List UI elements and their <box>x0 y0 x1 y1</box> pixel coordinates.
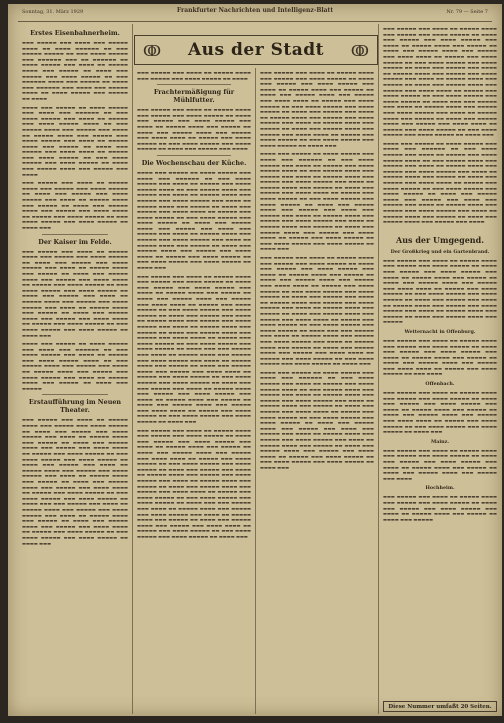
column-1: Erstes Eisenbahnerheim. ▬▬▬ ▬▬▬▬▬ ▬▬▬ ▬▬▬▬ ▬▬▬ ▬▬▬▬▬ ▬▬▬▬ ▬▬ ▬▬▬▬ ▬▬▬▬▬▬ ▬▬ ▬▬▬ ▬▬▬▬▬ ▬▬▬▬▬ ▬▬ ▬▬▬ ▬▬▬▬ ▬▬▬▬▬ ▬▬▬ ▬▬▬▬▬▬ ▬▬▬ ▬▬ ▬▬▬▬▬▬ ▬▬ ▬▬▬▬ ▬▬▬▬▬ ▬▬▬ ▬▬▬▬ ▬▬ ▬▬▬▬▬ ▬▬▬▬ ▬▬▬ ▬▬▬▬▬ ▬▬ ▬▬▬▬ ▬▬▬ ▬▬▬▬▬ ▬▬▬ ▬▬▬▬ ▬▬▬▬▬ ▬▬ ▬▬▬ ▬▬▬▬▬▬ ▬▬▬▬ ▬▬▬ ▬▬▬▬▬ ▬▬ ▬▬▬▬ ▬▬▬ ▬▬▬▬▬▬ ▬▬▬ ▬▬▬▬ ▬▬▬ ▬▬▬▬▬ ▬▬▬▬ ▬▬ ▬▬▬▬ ▬▬▬▬▬ ▬▬▬ ▬▬▬▬▬ ▬▬ ▬▬▬▬ ▬▬▬▬ ▬▬▬ ▬▬▬▬▬ ▬▬ ▬▬▬▬ ▬▬▬▬▬ ▬▬▬ ▬▬▬▬ ▬▬▬ ▬▬▬▬▬▬ ▬▬ ▬▬▬ ▬▬▬▬ ▬▬▬▬▬ ▬▬▬ ▬▬▬▬ ▬▬ ▬▬▬▬▬ ▬▬▬ ▬▬▬▬ ▬▬▬▬▬ ▬▬▬▬ ▬▬ ▬▬▬ ▬▬▬▬▬ ▬▬▬▬ ▬▬▬ ▬▬▬▬▬ ▬▬▬ ▬▬▬▬ ▬▬ ▬▬▬▬▬ ▬▬▬▬ ▬▬▬ ▬▬▬▬▬ ▬▬▬ ▬▬▬▬ ▬▬▬▬▬ ▬▬▬ ▬▬▬▬ ▬▬ ▬▬▬▬▬ ▬▬▬▬ ▬▬▬ ▬▬▬▬▬ ▬▬ ▬▬▬▬ ▬▬▬ ▬▬▬▬▬ ▬▬▬ ▬▬▬▬ ▬▬▬▬ ▬▬ ▬▬▬▬▬ ▬▬▬ ▬▬▬▬ ▬▬▬▬▬ ▬▬ ▬▬▬ ▬▬▬▬ ▬▬▬▬▬ ▬▬▬ ▬▬▬▬ ▬▬▬▬▬ ▬▬ ▬▬▬▬ ▬▬▬ ▬▬▬▬▬ ▬▬▬▬ ▬▬▬ ▬▬▬▬▬ ▬▬▬ ▬▬▬▬ ▬▬▬ ▬▬▬▬▬ ▬▬▬ ▬▬▬▬ ▬▬ ▬▬▬▬▬ ▬▬▬▬ ▬▬▬ ▬▬▬▬▬ ▬▬▬ ▬▬▬▬ ▬▬▬▬▬ ▬▬ ▬▬▬▬ ▬▬▬ ▬▬▬▬▬ ▬▬▬ ▬▬▬▬ ▬▬▬▬▬ ▬▬▬ ▬▬▬▬ ▬▬ ▬▬▬▬▬ ▬▬▬▬ ▬▬▬ ▬▬▬▬▬ ▬▬ ▬▬▬▬ ▬▬▬ ▬▬▬▬▬ ▬▬▬▬ ▬▬▬ ▬▬▬▬▬ ▬▬▬ ▬▬▬▬ ▬▬▬▬ ▬▬ ▬▬▬▬▬ ▬▬▬ ▬▬▬▬ ▬▬▬▬▬ ▬▬ ▬▬▬ ▬▬▬▬ ▬▬▬▬▬ ▬▬▬ ▬▬▬▬ ▬▬▬▬▬ ▬▬ ▬▬▬▬ ▬▬▬ Der Kaiser im Felde. ▬▬▬ ▬▬▬▬▬ ▬▬▬ ▬▬▬▬ ▬▬ ▬▬▬▬▬ ▬▬▬▬ ▬▬▬ ▬▬▬▬▬ ▬▬▬ ▬▬▬▬ ▬▬▬▬▬ ▬▬ ▬▬▬▬ ▬▬▬ ▬▬▬▬▬ ▬▬▬ ▬▬▬▬ ▬▬▬▬▬ ▬▬▬ ▬▬▬▬ ▬▬ ▬▬▬▬▬ ▬▬▬▬ ▬▬▬ ▬▬▬▬▬ ▬▬ ▬▬▬▬ ▬▬▬ ▬▬▬▬▬ ▬▬▬▬ ▬▬▬ ▬▬▬▬▬ ▬▬▬ ▬▬▬▬ ▬▬▬▬ ▬▬ ▬▬▬▬▬ ▬▬▬ ▬▬▬▬ ▬▬▬▬▬ ▬▬ ▬▬▬ ▬▬▬▬ ▬▬▬▬▬ ▬▬▬ ▬▬▬▬ ▬▬▬▬▬ ▬▬ ▬▬▬▬ ▬▬▬ ▬▬▬▬▬ ▬▬▬ ▬▬▬▬ ▬▬ ▬▬▬▬▬ ▬▬▬▬ ▬▬▬ ▬▬▬▬▬ ▬▬▬ ▬▬▬▬ ▬▬▬▬▬ ▬▬▬ ▬▬▬▬ ▬▬ ▬▬▬▬▬ ▬▬▬▬ ▬▬▬ ▬▬▬▬▬ ▬▬ ▬▬▬▬ ▬▬▬ ▬▬▬▬▬ ▬▬▬▬ ▬▬▬ ▬▬▬▬▬ ▬▬▬ ▬▬▬▬ ▬▬▬▬ ▬▬ ▬▬▬▬▬ ▬▬▬ ▬▬▬▬ ▬▬▬▬▬ ▬▬ ▬▬▬ ▬▬▬▬ ▬▬▬▬▬ ▬▬▬ ▬▬▬▬ ▬▬▬▬▬ ▬▬ ▬▬▬▬ ▬▬▬ ▬▬▬▬ ▬▬▬ ▬▬▬▬▬ ▬▬ ▬▬▬▬ ▬▬▬▬▬ ▬▬▬ ▬▬▬▬ ▬▬▬ ▬▬▬▬▬▬ ▬▬ ▬▬▬ ▬▬▬▬ ▬▬▬▬▬ ▬▬▬ ▬▬▬▬ ▬▬ ▬▬▬▬▬ ▬▬▬ ▬▬▬▬ ▬▬▬▬▬ ▬▬▬▬ ▬▬ ▬▬▬ ▬▬▬▬▬ ▬▬▬▬ ▬▬▬ ▬▬▬▬▬ ▬▬▬ ▬▬▬▬ ▬▬ ▬▬▬▬▬ ▬▬▬▬ ▬▬▬ ▬▬▬▬▬ ▬▬▬ ▬▬▬▬ ▬▬▬▬▬ ▬▬▬ ▬▬▬▬ ▬▬ ▬▬▬▬▬ ▬▬▬▬ ▬▬▬ ▬▬▬▬▬ ▬▬ ▬▬▬▬ ▬▬▬ ▬▬▬▬▬ Erstaufführung im Neuen Theater. ▬▬▬ ▬▬▬▬▬ ▬▬▬ ▬▬▬▬ ▬▬ ▬▬▬▬▬ ▬▬▬▬ ▬▬▬ ▬▬▬▬▬ ▬▬▬ ▬▬▬▬ ▬▬▬▬▬ ▬▬ ▬▬▬▬ ▬▬▬ ▬▬▬▬▬ ▬▬▬ ▬▬▬▬ ▬▬▬▬▬ ▬▬▬ ▬▬▬▬ ▬▬ ▬▬▬▬▬ ▬▬▬▬ ▬▬▬ ▬▬▬▬▬ ▬▬ ▬▬▬▬ ▬▬▬ ▬▬▬▬▬ ▬▬▬▬ ▬▬▬ ▬▬▬▬▬ ▬▬▬ ▬▬▬▬ ▬▬▬▬ ▬▬ ▬▬▬▬▬ ▬▬▬ ▬▬▬▬ ▬▬▬▬▬ ▬▬ ▬▬▬ ▬▬▬▬ ▬▬▬▬▬ ▬▬▬ ▬▬▬▬ ▬▬▬▬▬ ▬▬ ▬▬▬▬ ▬▬▬ ▬▬▬▬▬ ▬▬▬ ▬▬▬▬ ▬▬ ▬▬▬▬▬ ▬▬▬▬ ▬▬▬ ▬▬▬▬▬ ▬▬▬ ▬▬▬▬ ▬▬▬▬▬ ▬▬▬ ▬▬▬▬ ▬▬ ▬▬▬▬▬ ▬▬▬▬ ▬▬▬ ▬▬▬▬▬ ▬▬ ▬▬▬▬ ▬▬▬ ▬▬▬▬▬ ▬▬▬▬ ▬▬▬ ▬▬▬▬▬ ▬▬▬ ▬▬▬▬ ▬▬▬▬ ▬▬ ▬▬▬▬▬ ▬▬▬ ▬▬▬▬ ▬▬▬▬▬ ▬▬ ▬▬▬ ▬▬▬▬ ▬▬▬▬▬ ▬▬▬ ▬▬▬▬ ▬▬▬▬▬ ▬▬ ▬▬▬▬ ▬▬▬ ▬▬▬ ▬▬▬▬▬ ▬▬▬ ▬▬▬▬ ▬▬ ▬▬▬▬▬ ▬▬▬▬ ▬▬▬ ▬▬▬▬▬ ▬▬▬ ▬▬▬▬ ▬▬▬▬▬ ▬▬▬ ▬▬▬▬ ▬▬ ▬▬▬▬▬ ▬▬▬▬ ▬▬▬ ▬▬▬▬▬ ▬▬ ▬▬▬▬ ▬▬▬ ▬▬▬▬▬ ▬▬▬▬ ▬▬▬ ▬▬▬▬▬ ▬▬▬ ▬▬▬▬ ▬▬▬▬ ▬▬ ▬▬▬▬▬ ▬▬▬ ▬▬▬▬ ▬▬▬▬▬ ▬▬ ▬▬▬ ▬▬▬▬ ▬▬▬▬▬ ▬▬▬ ▬▬▬▬ ▬▬▬▬▬ ▬▬ ▬▬▬▬ ▬▬▬ <box>22 29 128 546</box>
article-heading: Der Großkrieg und ein Gartenbrand. <box>390 248 490 255</box>
column-rule <box>132 24 133 714</box>
article-heading: Mainz. <box>430 438 450 445</box>
ornament-icon: ↂ <box>350 42 369 60</box>
column-2: ▬▬▬ ▬▬▬▬▬ ▬▬▬ ▬▬▬▬ ▬▬ ▬▬▬▬▬ ▬▬▬▬ ▬▬▬ ▬▬▬▬▬ ▬▬▬ ▬▬▬▬ ▬▬▬▬▬ ▬▬ ▬▬▬▬ Frachtermäßigung für Mühlfutter. ▬▬▬ ▬▬▬▬▬ ▬▬▬ ▬▬▬▬ ▬▬ ▬▬▬▬▬ ▬▬▬▬ ▬▬▬ ▬▬▬▬▬ ▬▬▬ ▬▬▬▬ ▬▬▬▬▬ ▬▬ ▬▬▬▬ ▬▬▬ ▬▬▬▬▬ ▬▬▬ ▬▬▬▬ ▬▬▬▬▬ ▬▬▬ ▬▬▬▬ ▬▬ ▬▬▬▬▬ ▬▬▬▬ ▬▬▬ ▬▬▬▬▬ ▬▬ ▬▬▬▬ ▬▬▬ ▬▬▬▬▬ ▬▬▬▬ ▬▬▬ ▬▬▬▬▬ ▬▬▬ ▬▬▬▬ ▬▬▬▬ ▬▬ ▬▬▬▬▬ ▬▬▬ ▬▬▬▬ ▬▬▬▬▬ ▬▬ ▬▬▬ ▬▬▬▬ ▬▬▬▬▬ ▬▬▬ ▬▬▬▬ ▬▬▬▬▬ ▬▬ ▬▬▬▬ ▬▬▬ ▬▬▬▬▬ ▬▬▬ ▬▬▬▬ Die Wochenschau der Küche. ▬▬▬▬ ▬▬▬ ▬▬▬▬▬ ▬▬ ▬▬▬▬ ▬▬▬▬▬ ▬▬▬ ▬▬▬▬ ▬▬▬ ▬▬▬▬▬▬ ▬▬ ▬▬▬ ▬▬▬▬ ▬▬▬▬▬ ▬▬▬ ▬▬▬▬ ▬▬ ▬▬▬▬▬ ▬▬▬ ▬▬▬▬ ▬▬▬▬▬ ▬▬▬▬ ▬▬ ▬▬▬ ▬▬▬▬▬ ▬▬▬▬ ▬▬▬ ▬▬▬▬▬ ▬▬▬ ▬▬▬▬ ▬▬ ▬▬▬▬▬ ▬▬▬▬ ▬▬▬ ▬▬▬▬▬ ▬▬▬ ▬▬▬▬ ▬▬▬▬▬ ▬▬▬ ▬▬▬▬ ▬▬ ▬▬▬▬▬ ▬▬▬▬ ▬▬▬ ▬▬▬▬▬ ▬▬ ▬▬▬▬ ▬▬▬ ▬▬▬▬▬ ▬▬▬ ▬▬▬▬ ▬▬▬▬ ▬▬ ▬▬▬▬▬ ▬▬▬ ▬▬▬▬ ▬▬▬▬▬ ▬▬ ▬▬▬ ▬▬▬▬ ▬▬▬▬▬ ▬▬▬ ▬▬▬▬ ▬▬▬▬▬ ▬▬ ▬▬▬▬ ▬▬▬ ▬▬▬▬▬ ▬▬▬▬ ▬▬▬ ▬▬▬▬▬ ▬▬▬ ▬▬▬▬ ▬▬▬ ▬▬▬▬▬ ▬▬▬ ▬▬▬▬ ▬▬ ▬▬▬▬▬ ▬▬▬▬ ▬▬▬ ▬▬▬▬▬ ▬▬▬ ▬▬▬▬ ▬▬▬▬▬ ▬▬▬ ▬▬▬▬ ▬▬ ▬▬▬▬▬ ▬▬▬▬ ▬▬▬ ▬▬▬▬▬ ▬▬ ▬▬▬▬ ▬▬▬ ▬▬▬▬▬ ▬▬▬▬ ▬▬▬ ▬▬▬▬▬ ▬▬▬ ▬▬▬▬ ▬▬▬▬ ▬▬ ▬▬▬▬▬ ▬▬▬ ▬▬▬▬ ▬▬▬▬▬ ▬▬ ▬▬▬ ▬▬▬▬ ▬▬▬▬▬ ▬▬▬ ▬▬▬▬ ▬▬▬▬▬ ▬▬ ▬▬▬▬ ▬▬▬ ▬▬▬ ▬▬▬▬▬ ▬▬▬ ▬▬▬▬ ▬▬ ▬▬▬▬▬ ▬▬▬▬ ▬▬▬ ▬▬▬▬▬ ▬▬▬ ▬▬▬▬ ▬▬▬▬▬ ▬▬ ▬▬▬▬ ▬▬▬ ▬▬▬▬▬ ▬▬▬ ▬▬▬▬ ▬▬▬▬▬ ▬▬▬ ▬▬▬▬ ▬▬ ▬▬▬▬▬ ▬▬▬▬ ▬▬▬ ▬▬▬▬▬ ▬▬ ▬▬▬▬ ▬▬▬ ▬▬▬▬▬ ▬▬▬▬ ▬▬▬ ▬▬▬▬▬ ▬▬▬ ▬▬▬▬ ▬▬▬▬ ▬▬ ▬▬▬▬▬ ▬▬▬ ▬▬▬▬ ▬▬▬▬▬ ▬▬ ▬▬▬ ▬▬▬▬ ▬▬▬▬▬ ▬▬▬ ▬▬▬▬ ▬▬▬▬▬ ▬▬ ▬▬▬▬ ▬▬▬ ▬▬▬▬▬ ▬▬▬ ▬▬▬▬ ▬▬ ▬▬▬▬▬ ▬▬▬▬ ▬▬▬ ▬▬▬▬▬ ▬▬▬ ▬▬▬▬ ▬▬▬▬▬ ▬▬▬ ▬▬▬▬ ▬▬ ▬▬▬▬▬ ▬▬▬▬ ▬▬▬ ▬▬▬▬▬ ▬▬ ▬▬▬▬ ▬▬▬ ▬▬▬▬▬ ▬▬▬▬ ▬▬▬ ▬▬▬▬▬ ▬▬▬ ▬▬▬▬ ▬▬▬▬ ▬▬ ▬▬▬▬▬ ▬▬▬ ▬▬▬▬ ▬▬▬▬▬ ▬▬ ▬▬▬ ▬▬▬▬ ▬▬▬▬▬ ▬▬▬ ▬▬▬▬ ▬▬▬▬▬ ▬▬ ▬▬▬▬ ▬▬▬ ▬▬▬ ▬▬▬▬▬ ▬▬▬ ▬▬▬▬ ▬▬ ▬▬▬▬▬ ▬▬▬▬ ▬▬▬ ▬▬▬▬▬ ▬▬▬ ▬▬▬▬ ▬▬▬▬▬ ▬▬▬ ▬▬▬▬ ▬▬ ▬▬▬▬▬ ▬▬▬▬ ▬▬▬ ▬▬▬▬▬ ▬▬ ▬▬▬▬ ▬▬▬ ▬▬▬▬▬ ▬▬▬▬ ▬▬▬ ▬▬▬▬▬ ▬▬▬ ▬▬▬▬ ▬▬▬▬ ▬▬ ▬▬▬▬▬ ▬▬▬ ▬▬▬▬ ▬▬▬▬▬ ▬▬ ▬▬▬ ▬▬▬▬ ▬▬▬▬▬ ▬▬▬ ▬▬▬▬ ▬▬▬▬▬ ▬▬ ▬▬▬▬ ▬▬▬ ▬▬▬ ▬▬▬▬▬ ▬▬▬ ▬▬▬▬ ▬▬ ▬▬▬▬▬ ▬▬▬▬ ▬▬▬ ▬▬▬▬▬ ▬▬▬ ▬▬▬▬ ▬▬▬▬▬ ▬▬▬ ▬▬▬▬ ▬▬ ▬▬▬▬▬ ▬▬▬▬ ▬▬▬ ▬▬▬▬▬ ▬▬ ▬▬▬▬ ▬▬▬ ▬▬▬▬▬ ▬▬▬▬ ▬▬▬ ▬▬▬▬▬ ▬▬▬ ▬▬▬▬ ▬▬▬▬ ▬▬ ▬▬▬▬▬ ▬▬▬ ▬▬▬▬ ▬▬▬▬▬ ▬▬ ▬▬▬ ▬▬▬▬ ▬▬▬▬▬ ▬▬▬ ▬▬▬▬ ▬▬▬▬▬ ▬▬ ▬▬▬▬ ▬▬▬ ▬▬▬ ▬▬▬▬▬ ▬▬▬ ▬▬▬▬ ▬▬ ▬▬▬▬▬ ▬▬▬▬ ▬▬▬ ▬▬▬▬▬ ▬▬▬ ▬▬▬▬ ▬▬▬▬▬ ▬▬ ▬▬▬▬ ▬▬▬ ▬▬▬▬▬ ▬▬▬ ▬▬▬▬ ▬▬▬▬▬ ▬▬▬ ▬▬▬▬ ▬▬ ▬▬▬▬▬ ▬▬▬▬ ▬▬▬ ▬▬▬▬▬ ▬▬ ▬▬▬▬ ▬▬▬ ▬▬▬▬▬ ▬▬▬▬ ▬▬▬ ▬▬▬▬▬ ▬▬▬ ▬▬▬▬ ▬▬▬▬ ▬▬ ▬▬▬▬▬ ▬▬▬ ▬▬▬▬ ▬▬▬▬▬ ▬▬ ▬▬▬ ▬▬▬▬ ▬▬▬▬▬ ▬▬▬ ▬▬▬▬ ▬▬▬▬▬ ▬▬ ▬▬▬▬ ▬▬▬ ▬▬▬▬▬ ▬▬▬ ▬▬▬▬ ▬▬ ▬▬▬▬▬ ▬▬▬▬ ▬▬▬ ▬▬▬▬▬ ▬▬▬ ▬▬▬▬ ▬▬▬▬▬ ▬▬▬ ▬▬▬▬ ▬▬ ▬▬▬▬▬ ▬▬▬▬ ▬▬▬ ▬▬▬▬▬ ▬▬ ▬▬▬▬ ▬▬▬ ▬▬▬▬▬ ▬▬▬▬ ▬▬▬ ▬▬▬▬▬ ▬▬▬ ▬▬▬▬ ▬▬▬▬ ▬▬ ▬▬▬▬▬ ▬▬▬ ▬▬▬▬ ▬▬▬▬▬ ▬▬ ▬▬▬ ▬▬▬▬ ▬▬▬▬▬ ▬▬▬ ▬▬▬▬ ▬▬▬▬▬ ▬▬ ▬▬▬▬ ▬▬▬ ▬▬▬ ▬▬▬▬▬ ▬▬▬ ▬▬▬▬ ▬▬ ▬▬▬▬▬ ▬▬▬▬ ▬▬▬ ▬▬▬▬▬ ▬▬▬ ▬▬▬▬ ▬▬▬▬▬ ▬▬▬ ▬▬▬▬ ▬▬ ▬▬▬▬▬ ▬▬▬▬ ▬▬▬ ▬▬▬▬▬ ▬▬ ▬▬▬▬ ▬▬▬ ▬▬▬▬▬ ▬▬▬▬ ▬▬▬ ▬▬▬▬▬ ▬▬▬ ▬▬▬▬ ▬▬▬▬ ▬▬ ▬▬▬▬▬ ▬▬▬ ▬▬▬▬ ▬▬▬▬▬ ▬▬ ▬▬▬ ▬▬▬▬ ▬▬▬▬▬ ▬▬▬ ▬▬▬▬ ▬▬▬▬▬ ▬▬ ▬▬▬▬ ▬▬▬ <box>137 70 251 539</box>
column-4: ▬▬▬ ▬▬▬▬▬ ▬▬▬ ▬▬▬▬ ▬▬ ▬▬▬▬▬ ▬▬▬▬ ▬▬▬ ▬▬▬▬▬ ▬▬▬ ▬▬▬▬ ▬▬▬▬▬ ▬▬ ▬▬▬▬ ▬▬▬ ▬▬▬▬▬ ▬▬▬ ▬▬▬▬ ▬▬▬▬▬ ▬▬▬ ▬▬▬▬ ▬▬ ▬▬▬▬▬ ▬▬▬▬ ▬▬▬ ▬▬▬▬▬ ▬▬ ▬▬▬▬ ▬▬▬ ▬▬▬▬▬ ▬▬▬▬ ▬▬▬ ▬▬▬▬▬ ▬▬▬ ▬▬▬▬ ▬▬▬▬ ▬▬ ▬▬▬▬▬ ▬▬▬ ▬▬▬▬ ▬▬▬▬▬ ▬▬ ▬▬▬ ▬▬▬▬ ▬▬▬▬▬ ▬▬▬ ▬▬▬▬ ▬▬▬▬▬ ▬▬ ▬▬▬▬ ▬▬▬ ▬▬▬▬▬ ▬▬▬ ▬▬▬▬ ▬▬ ▬▬▬▬▬ ▬▬▬▬ ▬▬▬ ▬▬▬▬▬ ▬▬▬ ▬▬▬▬ ▬▬▬▬▬ ▬▬▬ ▬▬▬▬ ▬▬ ▬▬▬▬▬ ▬▬▬▬ ▬▬▬ ▬▬▬▬▬ ▬▬ ▬▬▬▬ ▬▬▬ ▬▬▬▬▬ ▬▬▬▬ ▬▬▬ ▬▬▬▬▬ ▬▬▬ ▬▬▬▬ ▬▬▬▬ ▬▬ ▬▬▬▬▬ ▬▬▬ ▬▬▬▬ ▬▬▬▬▬ ▬▬ ▬▬▬ ▬▬▬▬ ▬▬▬▬▬ ▬▬▬ ▬▬▬▬ ▬▬▬▬▬ ▬▬ ▬▬▬▬ ▬▬▬ ▬▬▬ ▬▬▬▬▬ ▬▬▬ ▬▬▬▬ ▬▬ ▬▬▬▬▬ ▬▬▬▬ ▬▬▬ ▬▬▬▬▬ ▬▬▬ ▬▬▬▬ ▬▬▬▬▬ ▬▬▬ ▬▬▬▬ ▬▬ ▬▬▬▬▬ ▬▬▬▬ ▬▬▬ ▬▬▬▬▬ ▬▬ ▬▬▬▬ ▬▬▬ ▬▬▬▬▬ ▬▬▬▬ ▬▬▬ ▬▬▬▬▬ ▬▬▬ ▬▬▬▬ ▬▬▬▬ ▬▬ ▬▬▬▬▬ ▬▬▬ ▬▬▬▬ ▬▬▬▬▬ ▬▬ ▬▬▬ ▬▬▬▬ ▬▬▬▬▬ ▬▬▬ ▬▬▬▬ ▬▬▬▬▬ ▬▬ ▬▬▬▬ ▬▬▬ ▬▬▬▬ ▬▬▬ ▬▬▬▬▬ ▬▬ ▬▬▬▬ ▬▬▬▬▬ ▬▬▬ ▬▬▬▬ ▬▬▬ ▬▬▬▬▬▬ ▬▬ ▬▬▬ ▬▬▬▬ ▬▬▬▬▬ ▬▬▬ ▬▬▬▬ ▬▬ ▬▬▬▬▬ ▬▬▬ ▬▬▬▬ ▬▬▬▬▬ ▬▬▬▬ ▬▬ ▬▬▬ ▬▬▬▬▬ ▬▬▬▬ ▬▬▬ ▬▬▬▬▬ ▬▬▬ ▬▬▬▬ ▬▬ ▬▬▬▬▬ ▬▬▬▬ ▬▬▬ ▬▬▬▬▬ ▬▬▬ ▬▬▬▬ ▬▬▬▬▬ ▬▬▬ ▬▬▬▬ ▬▬ ▬▬▬▬▬ ▬▬▬▬ ▬▬▬ ▬▬▬▬▬ ▬▬ ▬▬▬▬ ▬▬▬ ▬▬▬▬▬ ▬▬▬ ▬▬▬▬ ▬▬▬▬ ▬▬ ▬▬▬▬▬ ▬▬▬ ▬▬▬▬ ▬▬▬▬▬ ▬▬ ▬▬▬ ▬▬▬▬ ▬▬▬▬▬ ▬▬▬ ▬▬▬▬ ▬▬▬▬▬ ▬▬ ▬▬▬▬ ▬▬▬ ▬▬▬▬▬ ▬▬▬▬ ▬▬▬ ▬▬▬▬▬ ▬▬▬ ▬▬▬▬ ▬▬▬ ▬▬▬▬▬ ▬▬▬ ▬▬▬▬ ▬▬ ▬▬▬▬▬ ▬▬▬▬ ▬▬▬ ▬▬▬▬▬ ▬▬▬ ▬▬▬▬ ▬▬▬▬▬ ▬▬▬ ▬▬▬▬ ▬▬ ▬▬▬▬▬ ▬▬▬▬ ▬▬▬ ▬▬▬▬▬ ▬▬ ▬▬▬▬ ▬▬▬ ▬▬▬▬▬ ▬▬▬▬ ▬▬▬ ▬▬▬▬▬ ▬▬▬ ▬▬▬▬ Aus der Umgegend. Der Großkrieg und ein Gartenbrand. ▬▬▬ ▬▬▬▬▬ ▬▬▬ ▬▬▬▬ ▬▬ ▬▬▬▬▬ ▬▬▬▬ ▬▬▬ ▬▬▬▬▬ ▬▬▬ ▬▬▬▬ ▬▬▬▬▬ ▬▬ ▬▬▬▬ ▬▬▬ ▬▬▬▬▬ ▬▬▬ ▬▬▬▬ ▬▬▬▬▬ ▬▬▬ ▬▬▬▬ ▬▬ ▬▬▬▬▬ ▬▬▬▬ ▬▬▬ ▬▬▬▬▬ ▬▬ ▬▬▬▬ ▬▬▬ ▬▬▬▬▬ ▬▬▬▬ ▬▬▬ ▬▬▬▬▬ ▬▬▬ ▬▬▬▬ ▬▬▬▬ ▬▬ ▬▬▬▬▬ ▬▬▬ ▬▬▬▬ ▬▬▬▬▬ ▬▬ ▬▬▬ ▬▬▬▬ ▬▬▬▬▬ ▬▬▬ ▬▬▬▬ ▬▬▬▬▬ ▬▬ ▬▬▬▬ ▬▬▬ ▬▬▬▬▬ ▬▬▬ ▬▬▬▬ ▬▬ ▬▬▬▬▬ ▬▬▬▬ ▬▬▬ ▬▬▬▬▬ ▬▬▬ ▬▬▬▬ ▬▬▬▬▬ ▬▬▬ ▬▬▬▬ ▬▬ ▬▬▬▬▬ ▬▬▬▬ ▬▬▬ ▬▬▬▬▬ ▬▬ ▬▬▬▬ ▬▬▬ ▬▬▬▬▬ ▬▬▬▬ ▬▬▬ ▬▬▬▬▬ Wetternacht in Offenburg. ▬▬▬ ▬▬▬▬▬ ▬▬▬ ▬▬▬▬ ▬▬ ▬▬▬▬▬ ▬▬▬▬ ▬▬▬ ▬▬▬▬▬ ▬▬▬ ▬▬▬▬ ▬▬▬▬▬ ▬▬ ▬▬▬▬ ▬▬▬ ▬▬▬▬▬ ▬▬▬ ▬▬▬▬ ▬▬▬▬▬ ▬▬▬ ▬▬▬▬ ▬▬ ▬▬▬▬▬ ▬▬▬▬ ▬▬▬ ▬▬▬▬▬ ▬▬ ▬▬▬▬ ▬▬▬ ▬▬▬▬▬ ▬▬▬▬ ▬▬▬ ▬▬▬▬▬ ▬▬▬ ▬▬▬▬ ▬▬▬▬ ▬▬ ▬▬▬▬▬ ▬▬▬ ▬▬▬▬ ▬▬▬▬▬ ▬▬ ▬▬▬ ▬▬▬▬ Offenbach. ▬▬▬ ▬▬▬▬▬ ▬▬▬ ▬▬▬▬ ▬▬ ▬▬▬▬▬ ▬▬▬▬ ▬▬▬ ▬▬▬▬▬ ▬▬▬ ▬▬▬▬ ▬▬▬▬▬ ▬▬ ▬▬▬▬ ▬▬▬ ▬▬▬▬▬ ▬▬▬ ▬▬▬▬ ▬▬▬▬▬ ▬▬▬ ▬▬▬▬ ▬▬ ▬▬▬▬▬ ▬▬▬▬ ▬▬▬ ▬▬▬▬▬ ▬▬ ▬▬▬▬ ▬▬▬ ▬▬▬▬▬ ▬▬▬▬ ▬▬▬ ▬▬▬▬▬ ▬▬▬ ▬▬▬▬ ▬▬▬▬ ▬▬ ▬▬▬▬▬ ▬▬▬ ▬▬▬▬ ▬▬▬▬▬ ▬▬ ▬▬▬ ▬▬▬▬ ▬▬▬▬▬ ▬▬▬ ▬▬▬▬ ▬▬▬▬▬ ▬▬ ▬▬▬▬ ▬▬▬ Mainz. ▬▬▬ ▬▬▬▬▬ ▬▬▬ ▬▬▬▬ ▬▬ ▬▬▬▬▬ ▬▬▬▬ ▬▬▬ ▬▬▬▬▬ ▬▬▬ ▬▬▬▬ ▬▬▬▬▬ ▬▬ ▬▬▬▬ ▬▬▬ ▬▬▬▬▬ ▬▬▬ ▬▬▬▬ ▬▬▬▬▬ ▬▬▬ ▬▬▬▬ ▬▬ ▬▬▬▬▬ ▬▬▬▬ ▬▬▬ ▬▬▬▬▬ ▬▬ ▬▬▬▬ ▬▬▬ ▬▬▬▬▬ ▬▬▬▬ ▬▬▬ ▬▬▬▬▬ ▬▬▬ ▬▬▬▬ Hochheim. ▬▬▬ ▬▬▬▬▬ ▬▬▬ ▬▬▬▬ ▬▬ ▬▬▬▬▬ ▬▬▬▬ ▬▬▬ ▬▬▬▬▬ ▬▬▬ ▬▬▬▬ ▬▬▬▬▬ ▬▬ ▬▬▬▬ ▬▬▬ ▬▬▬▬▬ ▬▬▬ ▬▬▬▬ ▬▬▬▬▬ ▬▬▬ ▬▬▬▬ ▬▬ ▬▬▬▬▬ ▬▬▬▬ ▬▬▬ ▬▬▬▬▬ ▬▬ ▬▬▬▬ ▬▬▬ ▬▬▬▬▬ <box>383 26 497 522</box>
header-page-number: Nr. 79 — Seite 7 <box>446 9 488 15</box>
column-rule <box>378 24 379 714</box>
section-title: Aus der Stadt <box>187 40 324 60</box>
article-heading: Hochheim. <box>425 485 455 492</box>
header-rule <box>18 21 492 22</box>
article-heading: Der Kaiser im Felde. <box>38 237 112 246</box>
article-heading: Offenbach. <box>425 381 455 388</box>
header-date: Sonntag, 31. März 1929 <box>22 9 84 15</box>
article-heading: Die Wochenschau der Küche. <box>141 158 247 167</box>
article-heading: Wetternacht in Offenburg. <box>404 328 476 335</box>
newspaper-page <box>8 4 502 716</box>
section-masthead <box>134 35 378 65</box>
article-heading: Erstes Eisenbahnerheim. <box>30 29 120 37</box>
column-3: ▬▬▬ ▬▬▬▬▬ ▬▬▬ ▬▬▬▬ ▬▬ ▬▬▬▬▬ ▬▬▬▬ ▬▬▬ ▬▬▬▬▬ ▬▬▬ ▬▬▬▬ ▬▬▬▬▬ ▬▬ ▬▬▬▬ ▬▬▬ ▬▬▬▬▬ ▬▬▬ ▬▬▬▬ ▬▬▬▬▬ ▬▬▬ ▬▬▬▬ ▬▬ ▬▬▬▬▬ ▬▬▬▬ ▬▬▬ ▬▬▬▬▬ ▬▬ ▬▬▬▬ ▬▬▬ ▬▬▬▬▬ ▬▬▬▬ ▬▬▬ ▬▬▬▬▬ ▬▬▬ ▬▬▬▬ ▬▬▬▬ ▬▬ ▬▬▬▬▬ ▬▬▬ ▬▬▬▬ ▬▬▬▬▬ ▬▬ ▬▬▬ ▬▬▬▬ ▬▬▬▬▬ ▬▬▬ ▬▬▬▬ ▬▬▬▬▬ ▬▬ ▬▬▬▬ ▬▬▬ ▬▬▬▬▬ ▬▬▬ ▬▬▬▬ ▬▬ ▬▬▬▬▬ ▬▬▬▬ ▬▬▬ ▬▬▬▬▬ ▬▬▬ ▬▬▬▬ ▬▬▬▬▬ ▬▬▬ ▬▬▬▬ ▬▬ ▬▬▬▬▬ ▬▬▬▬ ▬▬▬ ▬▬▬▬▬ ▬▬ ▬▬▬▬ ▬▬▬ ▬▬▬▬▬ ▬▬▬▬ ▬▬▬ ▬▬▬▬▬ ▬▬▬ ▬▬▬▬ ▬▬▬▬ ▬▬ ▬▬▬▬▬ ▬▬▬ ▬▬▬▬ ▬▬▬▬▬ ▬▬ ▬▬▬ ▬▬▬▬ ▬▬▬▬▬ ▬▬▬ ▬▬▬▬ ▬▬▬▬▬ ▬▬ ▬▬▬▬ ▬▬▬ ▬▬▬▬ ▬▬▬ ▬▬▬▬▬ ▬▬ ▬▬▬▬ ▬▬▬▬▬ ▬▬▬ ▬▬▬▬ ▬▬▬ ▬▬▬▬▬▬ ▬▬ ▬▬▬ ▬▬▬▬ ▬▬▬▬▬ ▬▬▬ ▬▬▬▬ ▬▬ ▬▬▬▬▬ ▬▬▬ ▬▬▬▬ ▬▬▬▬▬ ▬▬▬▬ ▬▬ ▬▬▬ ▬▬▬▬▬ ▬▬▬▬ ▬▬▬ ▬▬▬▬▬ ▬▬▬ ▬▬▬▬ ▬▬ ▬▬▬▬▬ ▬▬▬▬ ▬▬▬ ▬▬▬▬▬ ▬▬▬ ▬▬▬▬ ▬▬▬▬▬ ▬▬▬ ▬▬▬▬ ▬▬ ▬▬▬▬▬ ▬▬▬▬ ▬▬▬ ▬▬▬▬▬ ▬▬ ▬▬▬▬ ▬▬▬ ▬▬▬▬▬ ▬▬▬ ▬▬▬▬ ▬▬▬▬ ▬▬ ▬▬▬▬▬ ▬▬▬ ▬▬▬▬ ▬▬▬▬▬ ▬▬ ▬▬▬ ▬▬▬▬ ▬▬▬▬▬ ▬▬▬ ▬▬▬▬ ▬▬▬▬▬ ▬▬ ▬▬▬▬ ▬▬▬ ▬▬▬▬▬ ▬▬▬▬ ▬▬▬ ▬▬▬▬▬ ▬▬▬ ▬▬▬▬ ▬▬▬ ▬▬▬▬▬ ▬▬▬ ▬▬▬▬ ▬▬ ▬▬▬▬▬ ▬▬▬▬ ▬▬▬ ▬▬▬▬▬ ▬▬▬ ▬▬▬▬ ▬▬▬▬▬ ▬▬▬ ▬▬▬▬ ▬▬ ▬▬▬▬▬ ▬▬▬▬ ▬▬▬ ▬▬▬▬▬ ▬▬ ▬▬▬▬ ▬▬▬ ▬▬▬▬▬ ▬▬▬▬ ▬▬▬ ▬▬▬▬▬ ▬▬▬ ▬▬▬▬ ▬▬▬▬ ▬▬ ▬▬▬▬▬ ▬▬▬ ▬▬▬▬ ▬▬▬▬▬ ▬▬ ▬▬▬ ▬▬▬▬ ▬▬▬▬▬ ▬▬▬ ▬▬▬▬ ▬▬▬▬▬ ▬▬ ▬▬▬▬ ▬▬▬ ▬▬▬ ▬▬▬▬▬ ▬▬▬ ▬▬▬▬ ▬▬ ▬▬▬▬▬ ▬▬▬▬ ▬▬▬ ▬▬▬▬▬ ▬▬▬ ▬▬▬▬ ▬▬▬▬▬ ▬▬ ▬▬▬▬ ▬▬▬ ▬▬▬▬▬ ▬▬▬ ▬▬▬▬ ▬▬▬▬▬ ▬▬▬ ▬▬▬▬ ▬▬ ▬▬▬▬▬ ▬▬▬▬ ▬▬▬ ▬▬▬▬▬ ▬▬ ▬▬▬▬ ▬▬▬ ▬▬▬▬▬ ▬▬▬▬ ▬▬▬ ▬▬▬▬▬ ▬▬▬ ▬▬▬▬ ▬▬▬▬ ▬▬ ▬▬▬▬▬ ▬▬▬ ▬▬▬▬ ▬▬▬▬▬ ▬▬ ▬▬▬ ▬▬▬▬ ▬▬▬▬▬ ▬▬▬ ▬▬▬▬ ▬▬▬▬▬ ▬▬ ▬▬▬▬ ▬▬▬ ▬▬▬▬▬ ▬▬▬ ▬▬▬▬ ▬▬ ▬▬▬▬▬ ▬▬▬▬ ▬▬▬ ▬▬▬▬▬ ▬▬▬ ▬▬▬▬ ▬▬▬▬▬ ▬▬▬ ▬▬▬▬ ▬▬ ▬▬▬▬▬ ▬▬▬▬ ▬▬▬ ▬▬▬▬▬ ▬▬ ▬▬▬▬ ▬▬▬ ▬▬▬▬▬ ▬▬▬▬ ▬▬▬ ▬▬▬▬▬ ▬▬▬ ▬▬▬▬ ▬▬▬▬ ▬▬ ▬▬▬▬▬ ▬▬▬ ▬▬▬▬ ▬▬▬▬▬ ▬▬ ▬▬▬ ▬▬▬▬ ▬▬▬▬▬ ▬▬▬ ▬▬▬▬ ▬▬▬▬▬ ▬▬ ▬▬▬▬ ▬▬▬ ▬▬▬ ▬▬▬▬▬ ▬▬▬ ▬▬▬▬ ▬▬ ▬▬▬▬▬ ▬▬▬▬ ▬▬▬ ▬▬▬▬▬ ▬▬▬ ▬▬▬▬ ▬▬▬▬▬ ▬▬▬ ▬▬▬▬ ▬▬ ▬▬▬▬▬ ▬▬▬▬ ▬▬▬ ▬▬▬▬▬ ▬▬ ▬▬▬▬ ▬▬▬ ▬▬▬▬▬ ▬▬▬▬ ▬▬▬ ▬▬▬▬▬ ▬▬▬ ▬▬▬▬ ▬▬▬▬ ▬▬ ▬▬▬▬▬ ▬▬▬ ▬▬▬▬ ▬▬▬▬▬ ▬▬ ▬▬▬ ▬▬▬▬ ▬▬▬▬▬ ▬▬▬ ▬▬▬▬ ▬▬▬▬▬ ▬▬ ▬▬▬▬ ▬▬▬ ▬▬▬▬ ▬▬▬ ▬▬▬▬▬ ▬▬ ▬▬▬▬ ▬▬▬▬▬ ▬▬▬ ▬▬▬▬ ▬▬▬ ▬▬▬▬▬▬ ▬▬ ▬▬▬ ▬▬▬▬ ▬▬▬▬▬ ▬▬▬ ▬▬▬▬ ▬▬ ▬▬▬▬▬ ▬▬▬ ▬▬▬▬ ▬▬▬▬▬ ▬▬▬▬ ▬▬ ▬▬▬ ▬▬▬▬▬ ▬▬▬▬ ▬▬▬ ▬▬▬▬▬ ▬▬▬ ▬▬▬▬ ▬▬ ▬▬▬▬▬ ▬▬▬▬ ▬▬▬ ▬▬▬▬▬ ▬▬▬ ▬▬▬▬ ▬▬▬▬▬ ▬▬▬ ▬▬▬▬ ▬▬ ▬▬▬▬▬ ▬▬▬▬ ▬▬▬ ▬▬▬▬▬ ▬▬ ▬▬▬▬ ▬▬▬ ▬▬▬▬▬ ▬▬▬ ▬▬▬▬ ▬▬▬▬ ▬▬ ▬▬▬▬▬ ▬▬▬ ▬▬▬▬ ▬▬▬▬▬ ▬▬ ▬▬▬ ▬▬▬▬ ▬▬▬▬▬ ▬▬▬ ▬▬▬▬ ▬▬▬▬▬ ▬▬ ▬▬▬▬ ▬▬▬ ▬▬▬▬▬ ▬▬▬▬ ▬▬▬ ▬▬▬▬▬ ▬▬▬ ▬▬▬▬ ▬▬▬ ▬▬▬▬▬ ▬▬▬ ▬▬▬▬ ▬▬ ▬▬▬▬▬ ▬▬▬▬ ▬▬▬ ▬▬▬▬▬ ▬▬▬ ▬▬▬▬ ▬▬▬▬▬ ▬▬▬ ▬▬▬▬ ▬▬ ▬▬▬▬▬ ▬▬▬▬ ▬▬▬ ▬▬▬▬▬ ▬▬ ▬▬▬▬ ▬▬▬ ▬▬▬▬▬ ▬▬▬▬ ▬▬▬ ▬▬▬▬▬ ▬▬▬ ▬▬▬▬ ▬▬▬▬ ▬▬ ▬▬▬▬▬ ▬▬▬ ▬▬▬▬ ▬▬▬▬▬ ▬▬ ▬▬▬ ▬▬▬▬ ▬▬▬▬▬ ▬▬▬ ▬▬▬▬ ▬▬▬▬▬ ▬▬ ▬▬▬▬ ▬▬▬ <box>260 70 374 470</box>
column-rule <box>255 68 256 714</box>
section-heading: Aus der Umgegend. <box>396 234 484 245</box>
article-heading: Frachtermäßigung für Mühlfutter. <box>153 88 235 105</box>
page-count-box <box>383 701 497 712</box>
header-paper-name: Frankfurter Nachrichten und Intelligenz-Blatt <box>176 7 334 14</box>
page-count-label: Diese Nummer umfaßt 20 Seiten. <box>388 704 492 710</box>
article-heading: Erstaufführung im Neuen Theater. <box>28 398 122 415</box>
page-header <box>8 4 502 22</box>
ornament-icon: ↂ <box>143 42 162 60</box>
